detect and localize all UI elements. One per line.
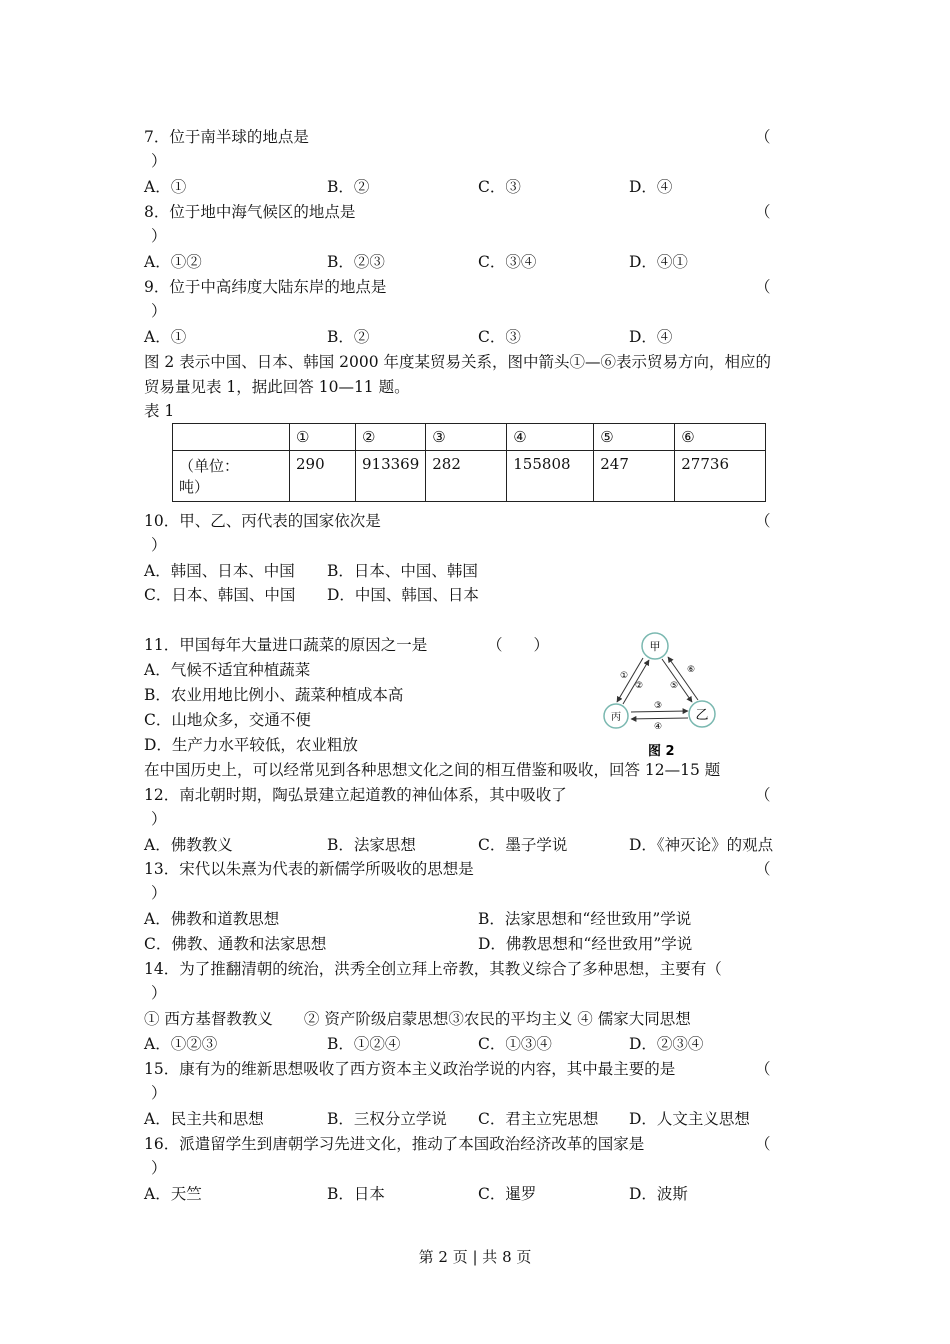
question-8-stem: 8．位于地中海气候区的地点是: [144, 203, 356, 221]
node-jia: 甲: [649, 640, 661, 653]
trade-volume-table: [172, 423, 766, 502]
answer-paren: （ ）: [487, 636, 550, 654]
answer-paren-open: （: [755, 786, 771, 804]
option-a: A．①②③: [144, 1035, 218, 1053]
question-14-stem: 14．为了推翻清朝的统治，洪秀全创立拜上帝教，其教义综合了多种思想，主要有（: [144, 960, 722, 978]
answer-paren-close: ）: [151, 227, 167, 245]
arrow-label-1: ①: [620, 671, 629, 681]
question-15-stem: 15．康有为的维新思想吸收了西方资本主义政治学说的内容，其中最主要的是: [144, 1060, 676, 1078]
intro-text-line-1: 图 2 表示中国、日本、韩国 2000 年度某贸易关系，图中箭头①—⑥表示贸易方向，相应的: [144, 353, 772, 371]
option-c: C．暹罗: [478, 1185, 537, 1203]
arrow-label-3: ③: [654, 701, 663, 711]
option-b: B．日本: [327, 1185, 385, 1203]
table-cell: 27736: [675, 451, 766, 502]
answer-paren-close: ）: [151, 302, 167, 320]
option-a: A．韩国、日本、中国: [144, 562, 295, 580]
table-header-cell: ②: [356, 424, 426, 451]
arrow-3: [631, 711, 688, 712]
option-a: A．①: [144, 178, 187, 196]
table-header-cell: ③: [426, 424, 507, 451]
question-14-items: ① 西方基督教教义 ② 资产阶级启蒙思想③农民的平均主义 ④ 儒家大同思想: [144, 1010, 691, 1028]
option-b: B．法家思想: [327, 836, 416, 854]
option-a: A．①: [144, 328, 187, 346]
table-header-row: [173, 424, 766, 451]
arrow-label-4: ④: [654, 722, 663, 732]
option-b: B．日本、中国、韩国: [327, 562, 478, 580]
option-d: D．④: [629, 328, 673, 346]
option-a: A．民主共和思想: [144, 1110, 264, 1128]
option-b: B．农业用地比例小、蔬菜种植成本高: [144, 686, 404, 704]
table-header-cell: ④: [507, 424, 594, 451]
option-a: A．气候不适宜种植蔬菜: [144, 661, 311, 679]
node-bing: 丙: [611, 712, 621, 723]
table-header-cell: ⑤: [594, 424, 675, 451]
answer-paren-open: （: [755, 278, 771, 296]
trade-triangle-figure: [598, 628, 738, 763]
arrow-label-5: ⑤: [670, 681, 679, 691]
row-label-line-2: 吨）: [179, 478, 210, 496]
option-c: C．①③④: [478, 1035, 552, 1053]
option-c: C．墨子学说: [478, 836, 568, 854]
table-header-cell: [173, 424, 290, 451]
option-b: B．三权分立学说: [327, 1110, 447, 1128]
option-d: D．④①: [629, 253, 688, 271]
row-label-line-1: （单位：: [179, 457, 240, 475]
table-cell: 155808: [507, 451, 594, 502]
arrow-4: [631, 718, 688, 719]
option-a: A．①②: [144, 253, 202, 271]
option-c: C．③: [478, 328, 521, 346]
option-b: B．②③: [327, 253, 385, 271]
arrow-label-6: ⑥: [687, 665, 696, 675]
answer-paren-close: ）: [151, 536, 167, 554]
question-13-stem: 13．宋代以朱熹为代表的新儒学所吸收的思想是: [144, 860, 474, 878]
option-c: C．山地众多，交通不便: [144, 711, 311, 729]
table-caption: 表 1: [144, 402, 175, 420]
answer-paren-open: （: [755, 128, 771, 146]
node-yi: 乙: [695, 708, 709, 723]
option-a: A．天竺: [144, 1185, 202, 1203]
table-cell: 247: [594, 451, 675, 502]
table-cell: 282: [426, 451, 507, 502]
answer-paren-open: （: [755, 512, 771, 530]
option-d: D．生产力水平较低，农业粗放: [144, 736, 358, 754]
question-10-stem: 10．甲、乙、丙代表的国家依次是: [144, 512, 381, 530]
question-12-stem: 12．南北朝时期，陶弘景建立起道教的神仙体系，其中吸收了: [144, 786, 567, 804]
option-b: B．法家思想和“经世致用”学说: [478, 910, 692, 928]
table-row-label: [173, 451, 290, 502]
option-d: D．佛教思想和“经世致用”学说: [478, 935, 693, 953]
answer-paren-open: （: [755, 203, 771, 221]
intro-text-line-2: 贸易量见表 1，据此回答 10—11 题。: [144, 378, 410, 396]
option-d: D．中国、韩国、日本: [327, 586, 479, 604]
option-b: B．②: [327, 328, 370, 346]
option-c: C．③: [478, 178, 521, 196]
answer-paren-open: （: [755, 1135, 771, 1153]
question-7-stem: 7．位于南半球的地点是: [144, 128, 309, 146]
table-row: [173, 451, 766, 502]
option-d: D．②③④: [629, 1035, 704, 1053]
option-b: B．②: [327, 178, 370, 196]
question-11-stem: 11．甲国每年大量进口蔬菜的原因之一是: [144, 636, 428, 654]
answer-paren-open: （: [755, 860, 771, 878]
table-cell: 913369: [356, 451, 426, 502]
arrow-label-2: ②: [635, 681, 644, 691]
option-d: D．④: [629, 178, 673, 196]
answer-paren-close: ）: [151, 152, 167, 170]
arrow-6: [668, 657, 698, 700]
answer-paren-close: ）: [151, 884, 167, 902]
option-c: C．日本、韩国、中国: [144, 586, 296, 604]
answer-paren-close: ）: [151, 1084, 167, 1102]
answer-paren-close: ）: [151, 1159, 167, 1177]
intro-text: 在中国历史上，可以经常见到各种思想文化之间的相互借鉴和吸收，回答 12—15 题: [144, 761, 721, 779]
answer-paren-close: ）: [151, 810, 167, 828]
answer-paren-open: （: [755, 1060, 771, 1078]
option-c: C．佛教、通教和法家思想: [144, 935, 327, 953]
question-16-stem: 16．派遣留学生到唐朝学习先进文化，推动了本国政治经济改革的国家是: [144, 1135, 645, 1153]
question-9-stem: 9．位于中高纬度大陆东岸的地点是: [144, 278, 387, 296]
option-d: D．波斯: [629, 1185, 688, 1203]
answer-paren-close: ）: [151, 984, 167, 1002]
table-cell: 290: [290, 451, 356, 502]
option-c: C．③④: [478, 253, 537, 271]
table-header-cell: ⑥: [675, 424, 766, 451]
option-d: D．人文主义思想: [629, 1110, 750, 1128]
option-c: C．君主立宪思想: [478, 1110, 599, 1128]
figure-caption: 图 2: [648, 744, 675, 759]
option-d: D．《神灭论》的观点: [629, 836, 774, 854]
table-header-cell: ①: [290, 424, 356, 451]
option-a: A．佛教和道教思想: [144, 910, 280, 928]
page-footer: 第 2 页 | 共 8 页: [418, 1248, 532, 1266]
option-b: B．①②④: [327, 1035, 401, 1053]
option-a: A．佛教教义: [144, 836, 233, 854]
